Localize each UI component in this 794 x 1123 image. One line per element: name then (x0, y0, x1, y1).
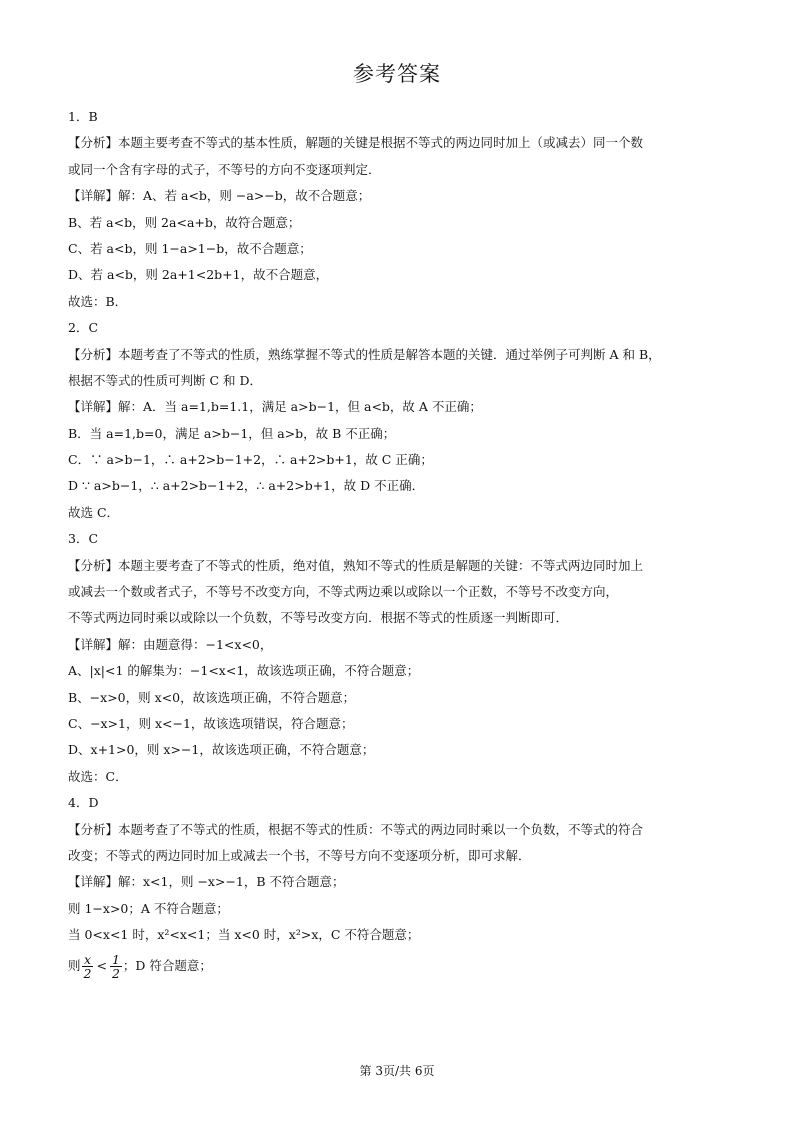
text-line: 4．D (68, 795, 99, 811)
text-line: 【详解】解：由题意得：−1<x<0， (68, 636, 273, 652)
fraction-line (68, 949, 728, 983)
less-than-sign: < (96, 958, 107, 973)
text-line: 【分析】本题考查了不等式的性质，熟练掌握不等式的性质是解答本题的关键．通过举例子可判断 A 和 B， (68, 346, 661, 362)
text-line: 2．C (68, 320, 99, 336)
text-line: B、−x>0，则 x<0，故该选项正确，不符合题意； (68, 689, 356, 705)
fraction-numerator: 1 (111, 951, 120, 967)
fraction-x-over-2 (82, 953, 94, 980)
text-line: 故选 C． (68, 504, 120, 520)
answer-content (68, 104, 728, 983)
fraction-numerator: x (82, 953, 94, 967)
text-line: 【详解】解：A．当 a=1,b=1.1，满足 a>b−1，但 a<b，故 A 不正确； (68, 399, 482, 415)
text-line: 故选：B． (68, 293, 128, 309)
text-line: 改变；不等式的两边同时加上或减去一个书，不等号方向不变逐项分析，即可求解． (68, 847, 531, 863)
fraction-line-prefix: 则 (68, 957, 81, 973)
text-line: 则 1−x>0；A 不符合题意； (68, 900, 229, 916)
text-line: 【详解】解：x<1，则 −x>−1，B 不符合题意； (68, 874, 345, 890)
fraction-denominator: 2 (111, 965, 120, 981)
text-line: 或同一个含有字母的式子，不等号的方向不变逐项判定． (68, 161, 381, 177)
text-line: C、−x>1，则 x<−1，故该选项错误，符合题意； (68, 715, 354, 731)
text-line: 故选：C． (68, 768, 128, 784)
text-line: D、x+1>0，则 x>−1，故该选项正确，不符合题意； (68, 742, 375, 758)
text-line: 1．B (68, 109, 98, 124)
text-line: D、若 a<b，则 2a+1<2b+1，故不合题意， (68, 267, 329, 283)
fraction-denominator: 2 (83, 965, 92, 981)
text-line: C、若 a<b，则 1−a>1−b，故不合题意； (68, 240, 312, 256)
text-line: 【分析】本题主要考查了不等式的性质，绝对值，熟知不等式的性质是解题的关键：不等式两边同时加上 (68, 557, 644, 573)
text-line: 【分析】本题考查了不等式的性质，根据不等式的性质：不等式的两边同时乘以一个负数，不等式的符合 (68, 821, 644, 837)
page-number-footer: 第 3页/共 6页 (359, 1064, 435, 1078)
text-line: 根据不等式的性质可判断 C 和 D． (68, 372, 263, 388)
text-line: C．∵ a>b−1，∴ a+2>b−1+2，∴ a+2>b+1，故 C 正确； (68, 452, 433, 468)
text-line: A、|x|<1 的解集为：−1<x<1，故该选项正确，不符合题意； (68, 663, 420, 679)
text-line: 或减去一个数或者式子，不等号不改变方向，不等式两边乘以或除以一个正数，不等号不改变方向， (68, 584, 619, 600)
fraction-1-over-2 (110, 953, 122, 980)
text-line: 【分析】本题主要考查不等式的基本性质，解题的关键是根据不等式的两边同时加上（或减去）同一个数 (68, 135, 644, 151)
text-line: D ∵ a>b−1，∴ a+2>b−1+2，∴ a+2>b+1，故 D 不正确． (68, 478, 425, 494)
text-line: 3．C (68, 531, 99, 547)
fraction-line-suffix: ；D 符合题意； (122, 957, 212, 973)
text-line: B、若 a<b，则 2a<a+b，故符合题意； (68, 214, 301, 230)
text-line: 不等式两边同时乘以或除以一个负数，不等号改变方向．根据不等式的性质逐一判断即可． (68, 610, 569, 626)
text-line: 【详解】解：A、若 a<b，则 −a>−b，故不合题意； (68, 188, 371, 204)
page-title: 参考答案 (353, 62, 441, 86)
text-line: B．当 a=1,b=0，满足 a>b−1，但 a>b，故 B 不正确； (68, 425, 396, 441)
text-line: 当 0<x<1 时，x²<x<1；当 x<0 时，x²>x，C 不符合题意； (68, 927, 420, 943)
